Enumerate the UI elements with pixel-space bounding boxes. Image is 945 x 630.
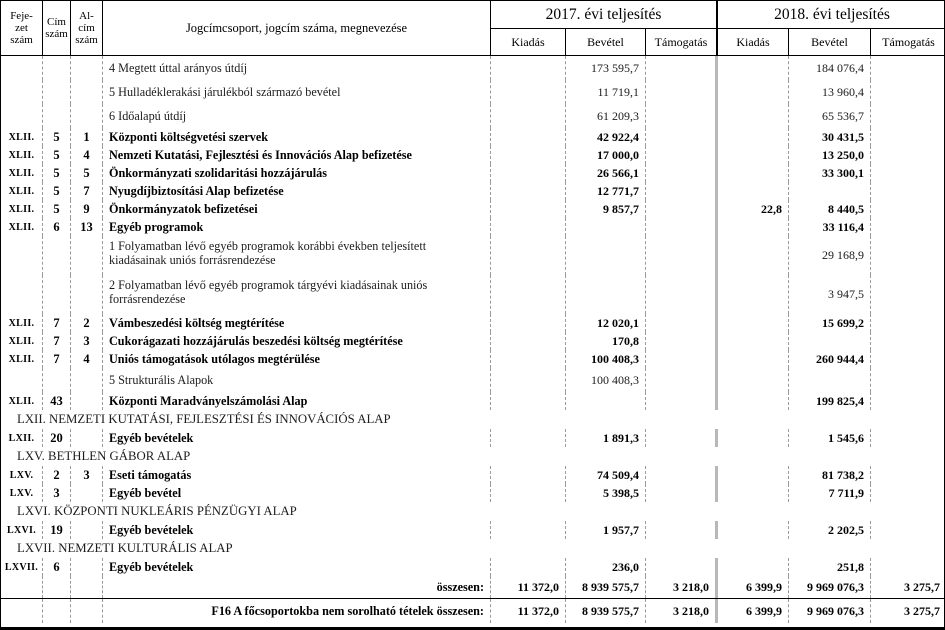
cell-2018-bevetel [789,332,871,350]
table-row [1,484,944,502]
total-row [1,576,944,598]
cell-2018-tamogatas: 3 275,7 [904,603,940,618]
cell-fejezet-szam: LXVI. [1,521,43,539]
cell-2017-bevetel: 9 857,7 [566,200,646,218]
cell-fejezet-szam [1,576,43,598]
header-2017-kiadas: Kiadás [491,29,566,55]
table-row [1,104,944,128]
cell-jogcim-name: 5 Strukturális Alapok [103,368,491,392]
cell-alcim-szam: 5 [71,164,103,182]
cell-jogcim-name: Eseti támogatás [103,466,491,484]
cell-alcim-szam: 4 [71,350,103,368]
cell-fejezet-szam: LXVII. [1,558,43,576]
header-2018-tamogatas: Támogatás [882,34,935,49]
cell-2017-tamogatas [646,350,718,368]
cell-2018-bevetel: 1 545,6 [789,429,871,447]
cell-2018-bevetel: 7 711,9 [789,484,871,502]
table-row [1,332,944,350]
cell-2018-kiadas [718,146,789,164]
cell-fejezet-szam: XLII. [1,392,43,410]
cell-fejezet-szam: XLII. [1,350,43,368]
cell-alcim-szam [71,104,103,128]
cell-2017-bevetel: 1 957,7 [566,521,646,539]
table-row [1,521,944,539]
cell-2018-tamogatas [871,56,945,80]
header-2018-kiadas: Kiadás [718,29,789,55]
cell-2017-kiadas [491,182,566,200]
cell-cim-szam [43,599,71,623]
cell-2017-tamogatas [646,368,718,392]
cell-alcim-szam [71,599,103,623]
cell-2017-kiadas [491,128,566,146]
cell-2017-bevetel: 12 020,1 [566,314,646,332]
cell-fejezet-szam: XLII. [1,314,43,332]
cell-2017-bevetel: 11 719,1 [566,80,646,104]
cell-2018-kiadas [718,466,789,484]
cell-cim-szam: 6 [43,558,71,576]
cell-2018-tamogatas [871,392,945,410]
cell-jogcim-name: Egyéb bevételek [103,429,491,447]
table-row [1,128,944,146]
cell-2018-kiadas [718,332,789,350]
cell-2017-kiadas [491,200,566,218]
cell-2017-kiadas [491,368,566,392]
cell-jogcim-name: Nyugdíjbiztosítási Alap befizetése [103,182,491,200]
cell-cim-szam [43,80,71,104]
section-row [1,502,944,521]
cell-cim-szam: 19 [43,521,71,539]
table-row [1,429,944,447]
cell-fejezet-szam: LXII. [1,429,43,447]
cell-2017-tamogatas [646,182,718,200]
cell-fejezet-szam: XLII. [1,146,43,164]
cell-cim-szam: 7 [43,350,71,368]
cell-alcim-szam: 2 [71,314,103,332]
cell-2018-tamogatas [871,182,945,200]
cell-2018-bevetel: 29 168,9 [789,236,871,275]
cell-jogcim-name: Cukorágazati hozzájárulás beszedési költség megtérítése [103,332,491,350]
section-title: LXV. BETHLEN GÁBOR ALAP [17,449,191,463]
cell-2018-bevetel: 30 431,5 [789,128,871,146]
header-2018-bevetel: Bevétel [789,29,871,55]
cell-2018-tamogatas [871,368,945,392]
cell-cim-szam [43,368,71,392]
cell-2018-bevetel: 13 250,0 [789,146,871,164]
cell-2018-kiadas [718,368,789,392]
cell-alcim-szam: 7 [71,182,103,200]
header-2017-tamogatas: Támogatás [646,29,718,55]
table-row [1,146,944,164]
cell-2017-bevetel [566,392,646,410]
cell-2017-bevetel: 236,0 [566,558,646,576]
cell-2017-tamogatas [646,200,718,218]
cell-2018-tamogatas [871,275,945,314]
cell-alcim-szam: 9 [71,200,103,218]
cell-2018-bevetel: 9 969 076,3 [789,599,871,623]
cell-2017-kiadas [491,104,566,128]
cell-2017-tamogatas [646,521,718,539]
cell-2017-kiadas [491,146,566,164]
table-header [1,1,944,56]
cell-2018-kiadas [718,56,789,80]
cell-cim-szam: 5 [43,146,71,164]
cell-2018-kiadas [718,275,789,314]
cell-fejezet-szam [1,368,43,392]
cell-alcim-szam: 3 [71,466,103,484]
cell-2017-tamogatas [646,80,718,104]
cell-fejezet-szam: XLII. [1,182,43,200]
cell-2017-bevetel [566,218,646,236]
cell-cim-szam: 5 [43,128,71,146]
cell-2018-bevetel: 3 947,5 [789,275,871,314]
cell-2017-kiadas [491,521,566,539]
cell-cim-szam: 5 [43,164,71,182]
header-jogcim-name: Jogcímcsoport, jogcím száma, megnevezése [103,1,491,55]
cell-cim-szam: 20 [43,429,71,447]
cell-fejezet-szam: XLII. [1,200,43,218]
cell-cim-szam: 6 [43,218,71,236]
header-cim-szam: Cím szám [43,1,71,55]
cell-2017-bevetel: 26 566,1 [566,164,646,182]
cell-jogcim-name: Központi költségvetési szervek [103,128,491,146]
cell-jogcim-name: Önkormányzati szolidaritási hozzájárulás [103,164,491,182]
table-row [1,275,944,314]
cell-2017-bevetel: 61 209,3 [566,104,646,128]
cell-alcim-szam [71,275,103,314]
cell-2018-tamogatas [871,80,945,104]
cell-2017-bevetel: 1 891,3 [566,429,646,447]
cell-fejezet-szam: XLII. [1,218,43,236]
cell-2017-bevetel: 100 408,3 [566,350,646,368]
total-row [1,598,944,623]
cell-alcim-szam [71,56,103,80]
cell-2017-tamogatas [646,164,718,182]
cell-alcim-szam: 4 [71,146,103,164]
header-year-2018: 2018. évi teljesítés [774,5,890,23]
table-row [1,466,944,484]
cell-2017-kiadas [491,80,566,104]
cell-alcim-szam: 3 [71,332,103,350]
cell-cim-szam [43,275,71,314]
cell-cim-szam [43,56,71,80]
cell-2018-tamogatas [871,164,945,182]
cell-2018-tamogatas [871,429,945,447]
cell-2018-bevetel [789,368,871,392]
cell-jogcim-name: 4 Megtett úttal arányos útdíj [103,56,491,80]
cell-fejezet-szam: LXV. [1,466,43,484]
cell-alcim-szam [71,236,103,275]
cell-2017-tamogatas [646,128,718,146]
cell-2018-kiadas [718,128,789,146]
cell-2018-bevetel: 65 536,7 [789,104,871,128]
cell-alcim-szam [71,392,103,410]
cell-jogcim-name: Vámbeszedési költség megtérítése [103,314,491,332]
section-title: LXII. NEMZETI KUTATÁSI, FEJLESZTÉSI ÉS INNOVÁCIÓS ALAP [17,412,391,426]
cell-jogcim-name: 6 Időalapú útdíj [103,104,491,128]
header-year-row [491,1,945,29]
cell-alcim-szam: 13 [71,218,103,236]
header-subcolumns-row [491,29,945,55]
cell-fejezet-szam [1,104,43,128]
cell-2018-tamogatas [871,128,945,146]
cell-2018-kiadas [718,392,789,410]
cell-2017-kiadas: 11 372,0 [491,576,566,598]
cell-cim-szam: 3 [43,484,71,502]
cell-alcim-szam [71,521,103,539]
cell-2017-kiadas [491,558,566,576]
cell-2017-tamogatas [646,146,718,164]
cell-jogcim-name: Önkormányzatok befizetései [103,200,491,218]
cell-2018-kiadas [718,484,789,502]
cell-2018-tamogatas [871,104,945,128]
section-row [1,539,944,558]
cell-2017-bevetel: 74 509,4 [566,466,646,484]
table-row [1,558,944,576]
header-fejezet-szam: Feje- zet szám [1,1,43,55]
section-row [1,447,944,466]
cell-2017-bevetel [566,236,646,275]
cell-2018-tamogatas [871,466,945,484]
cell-alcim-szam [71,80,103,104]
cell-alcim-szam [71,429,103,447]
cell-cim-szam [43,104,71,128]
cell-2018-kiadas [718,350,789,368]
cell-jogcim-name: Egyéb bevételek [103,558,491,576]
cell-2018-tamogatas [871,558,945,576]
cell-2018-kiadas [718,164,789,182]
table-row [1,392,944,410]
table-row [1,236,944,275]
cell-jogcim-name: Nemzeti Kutatási, Fejlesztési és Innovációs Alap befizetése [103,146,491,164]
cell-2017-tamogatas [646,332,718,350]
table-row [1,218,944,236]
cell-fejezet-szam [1,80,43,104]
cell-2017-kiadas [491,56,566,80]
cell-alcim-szam [71,576,103,598]
cell-2017-kiadas [491,484,566,502]
cell-2018-bevetel: 8 440,5 [789,200,871,218]
cell-2018-tamogatas [871,236,945,275]
cell-2017-bevetel: 173 595,7 [566,56,646,80]
cell-cim-szam: 2 [43,466,71,484]
cell-jogcim-name: Egyéb bevétel [103,484,491,502]
cell-2017-tamogatas [646,558,718,576]
cell-2018-bevetel: 15 699,2 [789,314,871,332]
cell-cim-szam: 7 [43,314,71,332]
cell-2017-tamogatas [646,275,718,314]
cell-2017-tamogatas [646,218,718,236]
cell-jogcim-name: 2 Folyamatban lévő egyéb programok tárgyévi kiadásainak uniós forrásrendezése [103,275,491,314]
table-row [1,56,944,80]
table-row [1,350,944,368]
cell-2018-tamogatas [871,484,945,502]
cell-2018-bevetel: 9 969 076,3 [789,576,871,598]
cell-2018-kiadas [718,314,789,332]
section-title: LXVII. NEMZETI KULTURÁLIS ALAP [17,541,233,555]
cell-2018-bevetel: 260 944,4 [789,350,871,368]
cell-fejezet-szam [1,275,43,314]
cell-2018-bevetel: 2 202,5 [789,521,871,539]
cell-alcim-szam [71,484,103,502]
header-year-2017: 2017. évi teljesítés [491,1,718,28]
cell-2018-bevetel [789,182,871,200]
cell-jogcim-name: 1 Folyamatban lévő egyéb programok korábbi években teljesített kiadásainak uniós forrásrendezése [103,236,491,275]
cell-2018-kiadas [718,80,789,104]
cell-2017-kiadas [491,332,566,350]
cell-2018-kiadas [718,236,789,275]
cell-2018-kiadas: 6 399,9 [718,576,789,598]
cell-2017-kiadas [491,350,566,368]
cell-2018-kiadas: 22,8 [718,200,789,218]
cell-cim-szam [43,236,71,275]
cell-jogcim-name: Központi Maradványelszámolási Alap [103,392,491,410]
cell-fejezet-szam [1,56,43,80]
table-row [1,314,944,332]
cell-2018-kiadas [718,182,789,200]
cell-2018-bevetel: 199 825,4 [789,392,871,410]
cell-2018-kiadas [718,558,789,576]
cell-2017-bevetel: 5 398,5 [566,484,646,502]
cell-2017-tamogatas [646,104,718,128]
cell-2017-tamogatas [646,429,718,447]
cell-fejezet-szam: XLII. [1,332,43,350]
cell-2017-tamogatas [646,56,718,80]
cell-2017-bevetel: 100 408,3 [566,368,646,392]
section-row [1,410,944,429]
cell-2017-bevetel: 8 939 575,7 [566,599,646,623]
cell-2017-tamogatas [646,314,718,332]
cell-2017-bevetel: 12 771,7 [566,182,646,200]
cell-2017-kiadas [491,392,566,410]
cell-jogcim-name: Egyéb bevételek [103,521,491,539]
cell-2018-tamogatas [871,200,945,218]
cell-2017-kiadas [491,275,566,314]
cell-2017-tamogatas [646,484,718,502]
cell-2018-kiadas [718,521,789,539]
cell-2018-bevetel: 184 076,4 [789,56,871,80]
cell-alcim-szam [71,558,103,576]
cell-2017-kiadas: 11 372,0 [491,599,566,623]
cell-fejezet-szam: XLII. [1,164,43,182]
header-years [491,1,945,55]
cell-2017-kiadas [491,429,566,447]
cell-2017-tamogatas [646,392,718,410]
cell-2018-kiadas [718,104,789,128]
cell-2018-tamogatas: 3 275,7 [904,579,940,594]
cell-2017-bevetel: 17 000,0 [566,146,646,164]
cell-2017-kiadas [491,164,566,182]
cell-2018-bevetel: 33 116,4 [789,218,871,236]
cell-2017-kiadas [491,236,566,275]
cell-2018-tamogatas [871,218,945,236]
cell-2017-tamogatas [646,236,718,275]
cell-fejezet-szam [1,599,43,623]
cell-2017-bevetel: 42 922,4 [566,128,646,146]
table-row [1,200,944,218]
cell-cim-szam: 5 [43,182,71,200]
cell-2018-tamogatas [871,521,945,539]
cell-2018-tamogatas [871,350,945,368]
cell-2017-bevetel: 8 939 575,7 [566,576,646,598]
cell-2017-tamogatas: 3 218,0 [646,576,718,598]
cell-2018-tamogatas [871,314,945,332]
section-title: LXVI. KÖZPONTI NUKLEÁRIS PÉNZÜGYI ALAP [17,504,297,518]
cell-2017-bevetel: 170,8 [566,332,646,350]
header-alcim-szam: Al- cím szám [71,1,103,55]
cell-cim-szam [43,576,71,598]
table-body [1,56,944,627]
cell-2018-kiadas: 6 399,9 [718,599,789,623]
cell-2018-tamogatas [871,146,945,164]
cell-2017-kiadas [491,466,566,484]
cell-2018-bevetel: 251,8 [789,558,871,576]
cell-2017-kiadas [491,218,566,236]
cell-fejezet-szam: LXV. [1,484,43,502]
cell-jogcim-name: 5 Hulladéklerakási járulékból származó bevétel [103,80,491,104]
total-label: F16 A főcsoportokba nem sorolható tételek összesen: [103,599,491,623]
table-row [1,182,944,200]
table-row [1,368,944,392]
cell-cim-szam: 7 [43,332,71,350]
cell-2018-kiadas [718,429,789,447]
header-2017-bevetel: Bevétel [566,29,646,55]
cell-2017-tamogatas: 3 218,0 [646,599,718,623]
cell-2018-bevetel: 13 960,4 [789,80,871,104]
cell-cim-szam: 43 [43,392,71,410]
cell-jogcim-name: Egyéb programok [103,218,491,236]
cell-2018-bevetel: 33 300,1 [789,164,871,182]
cell-2017-bevetel [566,275,646,314]
cell-2018-kiadas [718,218,789,236]
table-row [1,80,944,104]
cell-2017-kiadas [491,314,566,332]
cell-2017-tamogatas [646,466,718,484]
cell-alcim-szam: 1 [71,128,103,146]
cell-fejezet-szam: XLII. [1,128,43,146]
cell-jogcim-name: Uniós támogatások utólagos megtérülése [103,350,491,368]
cell-fejezet-szam [1,236,43,275]
cell-2018-bevetel: 81 738,2 [789,466,871,484]
table-row [1,164,944,182]
cell-alcim-szam [71,368,103,392]
cell-2018-tamogatas [871,332,945,350]
total-label: összesen: [103,576,491,598]
cell-cim-szam: 5 [43,200,71,218]
